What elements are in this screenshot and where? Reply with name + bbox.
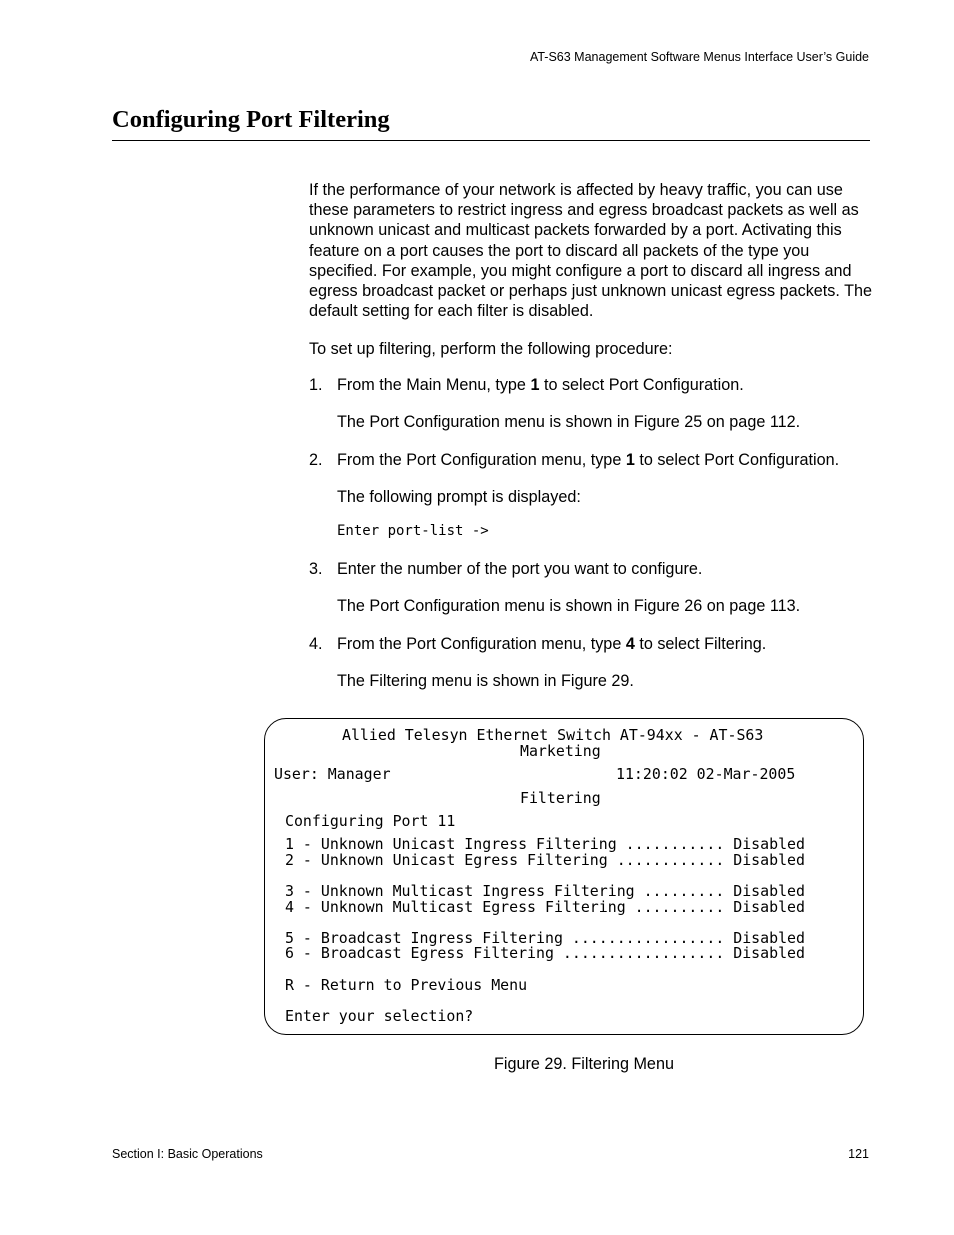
step-text-end: to select Port Configuration.: [539, 376, 744, 394]
screen-option-6: 6 - Broadcast Egress Filtering .................. Disabled: [285, 944, 805, 962]
port-list-prompt: Enter port-list ->: [337, 523, 489, 539]
step-3: [309, 559, 702, 579]
step-text: From the Port Configuration menu, type: [337, 635, 626, 653]
step-number: 2.: [309, 451, 323, 469]
step-text-end: to select Filtering.: [634, 635, 767, 653]
intro-paragraph: If the performance of your network is affected by heavy traffic, you can use these parameters to restrict ingress and egress broadcast packets as well as unknown unicast and multicast packets forwarded by a port. Activating this feature on a port causes the port to discard all packets of the type you specified. For example, you might configure a port to discard all ingress and egress broadcast packet or perhaps just unknown unicast egress packets. The default setting for each filter is disabled.: [309, 181, 872, 321]
screen-port-line: Configuring Port 11: [285, 812, 456, 830]
step-text: Enter the number of the port you want to configure.: [337, 560, 703, 578]
procedure-lead: To set up filtering, perform the following procedure:: [309, 340, 673, 358]
step-key: 1: [625, 451, 635, 469]
title-rule: [112, 140, 870, 141]
step-text: From the Main Menu, type: [337, 376, 531, 394]
step-number: 4.: [309, 635, 323, 653]
step-number: 1.: [309, 376, 323, 394]
footer-page-number: 121: [848, 1147, 869, 1161]
section-title: Configuring Port Filtering: [112, 106, 390, 133]
step-1-note: The Port Configuration menu is shown in Figure 25 on page 112.: [337, 413, 801, 431]
screen-option-1: 1 - Unknown Unicast Ingress Filtering ........... Disabled: [285, 835, 805, 853]
screen-user: User: Manager: [274, 765, 391, 783]
screen-subtitle: Marketing: [520, 742, 601, 760]
step-key: 4: [625, 635, 635, 653]
step-4: [309, 634, 766, 654]
screen-option-2: 2 - Unknown Unicast Egress Filtering ............ Disabled: [285, 851, 805, 869]
step-number: 3.: [309, 560, 323, 578]
step-4-note: The Filtering menu is shown in Figure 29.: [337, 672, 634, 690]
running-header: AT-S63 Management Software Menus Interface User’s Guide: [529, 50, 869, 64]
screen-title: Allied Telesyn Ethernet Switch AT-94xx - AT-S63: [342, 726, 764, 744]
footer-section-label: Section I: Basic Operations: [112, 1147, 263, 1161]
step-2-note: The following prompt is displayed:: [337, 488, 581, 506]
step-text-end: to select Port Configuration.: [634, 451, 840, 469]
screen-return-option: R - Return to Previous Menu: [285, 976, 528, 994]
step-2: [309, 450, 839, 470]
figure-caption: Figure 29. Filtering Menu: [494, 1055, 674, 1073]
step-3-note: The Port Configuration menu is shown in Figure 26 on page 113.: [337, 597, 801, 615]
screen-prompt: Enter your selection?: [285, 1007, 474, 1025]
screen-option-5: 5 - Broadcast Ingress Filtering ................. Disabled: [285, 929, 805, 947]
screen-option-4: 4 - Unknown Multicast Egress Filtering .......... Disabled: [285, 898, 805, 916]
screen-option-3: 3 - Unknown Multicast Ingress Filtering ......... Disabled: [285, 882, 805, 900]
screen-timestamp: 11:20:02 02-Mar-2005: [616, 765, 796, 783]
step-text: From the Port Configuration menu, type: [337, 451, 626, 469]
step-key: 1: [530, 376, 540, 394]
screen-menu-name: Filtering: [520, 789, 601, 807]
step-1: [309, 375, 744, 395]
